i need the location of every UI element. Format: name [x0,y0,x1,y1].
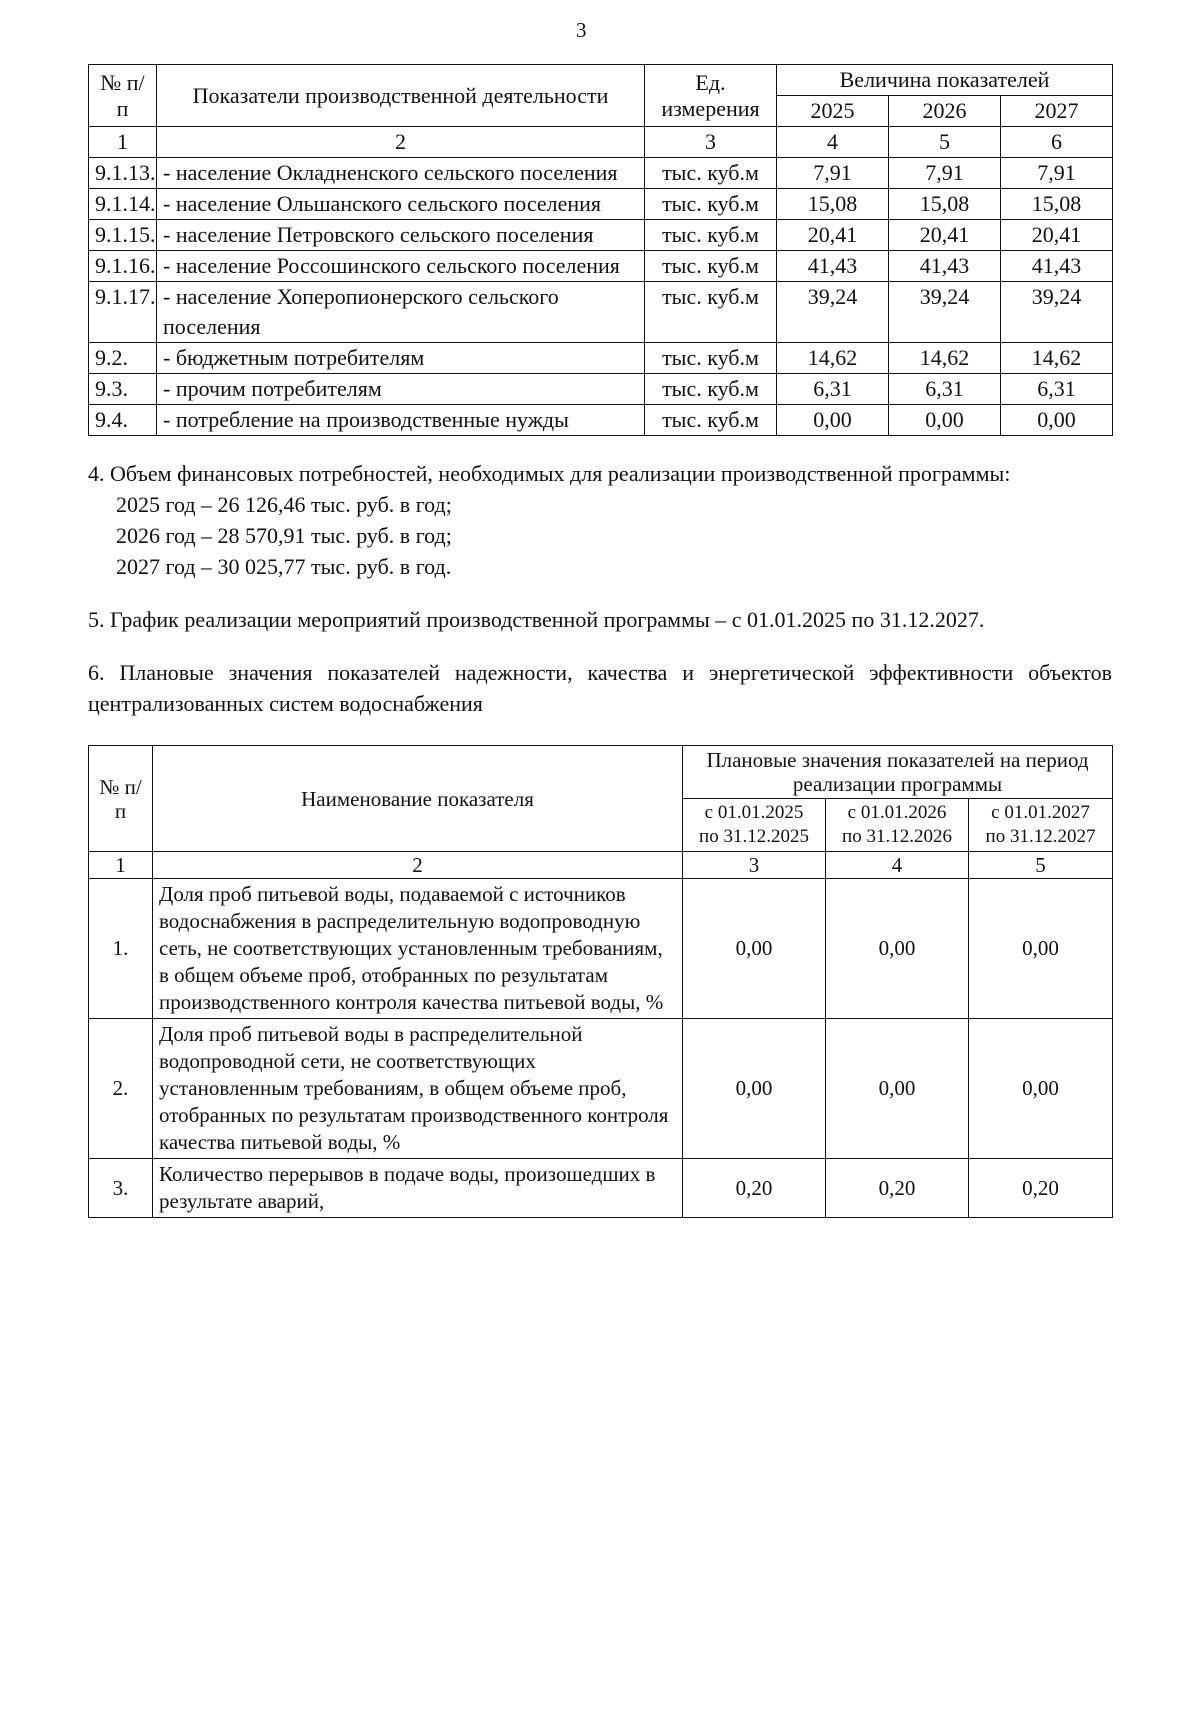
row-unit: тыс. куб.м [645,282,777,343]
row-number: 9.3. [89,374,157,405]
planned-value: 0,00 [826,1019,969,1159]
row-number: 9.2. [89,343,157,374]
row-name: - население Ольшанского сельского поселения [157,189,645,220]
row-unit: тыс. куб.м [645,251,777,282]
value-2026: 7,91 [889,158,1001,189]
value-2025: 39,24 [777,282,889,343]
value-2027: 7,91 [1001,158,1113,189]
value-2026: 6,31 [889,374,1001,405]
row-unit: тыс. куб.м [645,343,777,374]
row-number: 9.4. [89,405,157,436]
column-number: 3 [645,127,777,158]
row-name: - население Хоперопионерского сельского поселения [157,282,645,343]
value-2027: 41,43 [1001,251,1113,282]
value-2026: 39,24 [889,282,1001,343]
column-number: 4 [826,852,969,879]
section-planned-values [88,657,1112,719]
header-unit: Ед. измерения [645,65,777,127]
planned-values-table [88,745,1113,1218]
row-unit: тыс. куб.м [645,189,777,220]
header-year: 2025 [777,96,889,127]
row-number: 3. [89,1159,153,1218]
row-number: 9.1.17. [89,282,157,343]
planned-value: 0,00 [683,879,826,1019]
table-row [89,1159,1113,1218]
value-2026: 20,41 [889,220,1001,251]
planned-value: 0,00 [826,879,969,1019]
table-row [89,879,1113,1019]
planned-value: 0,00 [969,1019,1113,1159]
header-planned-group: Плановые значения показателей на период реализации программы [683,746,1113,799]
value-2025: 0,00 [777,405,889,436]
header-year: 2026 [889,96,1001,127]
period-to: по 31.12.2025 [699,826,809,847]
section-financial-needs [88,458,1112,582]
column-number: 6 [1001,127,1113,158]
value-2027: 0,00 [1001,405,1113,436]
row-name: - население Окладненского сельского поселения [157,158,645,189]
row-number: 9.1.15. [89,220,157,251]
planned-value: 0,00 [683,1019,826,1159]
page-number: 3 [576,18,587,42]
production-indicators-table [88,64,1113,436]
value-2027: 6,31 [1001,374,1113,405]
table-row [89,405,1113,436]
row-unit: тыс. куб.м [645,158,777,189]
value-2025: 7,91 [777,158,889,189]
financial-amounts-list [88,489,1112,582]
value-2027: 39,24 [1001,282,1113,343]
column-number: 2 [157,127,645,158]
value-2027: 15,08 [1001,189,1113,220]
column-number: 4 [777,127,889,158]
planned-value: 0,00 [969,879,1113,1019]
header-num: № п/п [89,746,153,852]
value-2025: 20,41 [777,220,889,251]
value-2026: 14,62 [889,343,1001,374]
value-2026: 41,43 [889,251,1001,282]
row-number: 2. [89,1019,153,1159]
period-to: по 31.12.2027 [985,826,1096,847]
row-name: Количество перерывов в подаче воды, произошедших в результате аварий, [153,1159,683,1218]
value-2027: 20,41 [1001,220,1113,251]
row-unit: тыс. куб.м [645,405,777,436]
value-2027: 14,62 [1001,343,1113,374]
column-number: 5 [889,127,1001,158]
value-2026: 0,00 [889,405,1001,436]
header-values-group: Величина показателей [777,65,1113,96]
planned-value: 0,20 [683,1159,826,1218]
row-unit: тыс. куб.м [645,220,777,251]
period-to: по 31.12.2026 [842,826,952,847]
column-number: 1 [89,127,157,158]
value-2025: 41,43 [777,251,889,282]
page-content [88,64,1112,1218]
section-heading: 5. График реализации мероприятий производственной программы – с 01.01.2025 по 31.12.2027. [88,607,985,632]
planned-value: 0,20 [969,1159,1113,1218]
section-heading: 4. Объем финансовых потребностей, необходимых для реализации производственной программы: [88,461,1011,486]
header-indicator: Показатели производственной деятельности [157,65,645,127]
period-from: с 01.01.2027 [991,802,1090,823]
section-heading: 6. Плановые значения показателей надежности, качества и энергетической эффективности объектов централизованных систем водоснабжения [88,660,1112,716]
header-period [683,799,826,852]
section-schedule [88,604,1112,635]
row-name: Доля проб питьевой воды, подаваемой с источников водоснабжения в распределительную водопроводную сеть, не соответствующих установленным требованиям, в общем объеме проб, отобранных по результатам производственного контроля качества питьевой воды, % [153,879,683,1019]
period-from: с 01.01.2025 [704,802,804,823]
row-name: - население Петровского сельского поселения [157,220,645,251]
column-number: 2 [153,852,683,879]
value-2025: 15,08 [777,189,889,220]
row-name: - потребление на производственные нужды [157,405,645,436]
period-from: с 01.01.2026 [847,802,947,823]
row-number: 1. [89,879,153,1019]
planned-value: 0,20 [826,1159,969,1218]
table-row [89,374,1113,405]
row-unit: тыс. куб.м [645,374,777,405]
financial-amount-line: 2026 год – 28 570,91 тыс. руб. в год; [116,523,452,548]
header-year: 2027 [1001,96,1113,127]
value-2025: 14,62 [777,343,889,374]
value-2025: 6,31 [777,374,889,405]
column-number: 1 [89,852,153,879]
header-period [969,799,1113,852]
column-number: 3 [683,852,826,879]
row-name: - прочим потребителям [157,374,645,405]
column-number-row [89,127,1113,158]
row-number: 9.1.13. [89,158,157,189]
table-row [89,158,1113,189]
row-number: 9.1.14. [89,189,157,220]
value-2026: 15,08 [889,189,1001,220]
column-number: 5 [969,852,1113,879]
header-num: № п/п [89,65,157,127]
header-indicator-name: Наименование показателя [153,746,683,852]
table-row [89,251,1113,282]
table-row [89,343,1113,374]
table-row [89,1019,1113,1159]
row-name: - население Россошинского сельского поселения [157,251,645,282]
table-row [89,282,1113,343]
column-number-row [89,852,1113,879]
table-row [89,189,1113,220]
row-name: - бюджетным потребителям [157,343,645,374]
header-period [826,799,969,852]
financial-amount-line: 2027 год – 30 025,77 тыс. руб. в год. [116,554,452,579]
row-name: Доля проб питьевой воды в распределительной водопроводной сети, не соответствующих установленным требованиям, в общем объеме проб, отобранных по результатам производственного контроля качества питьевой воды, % [153,1019,683,1159]
row-number: 9.1.16. [89,251,157,282]
financial-amount-line: 2025 год – 26 126,46 тыс. руб. в год; [116,492,452,517]
table-row [89,220,1113,251]
